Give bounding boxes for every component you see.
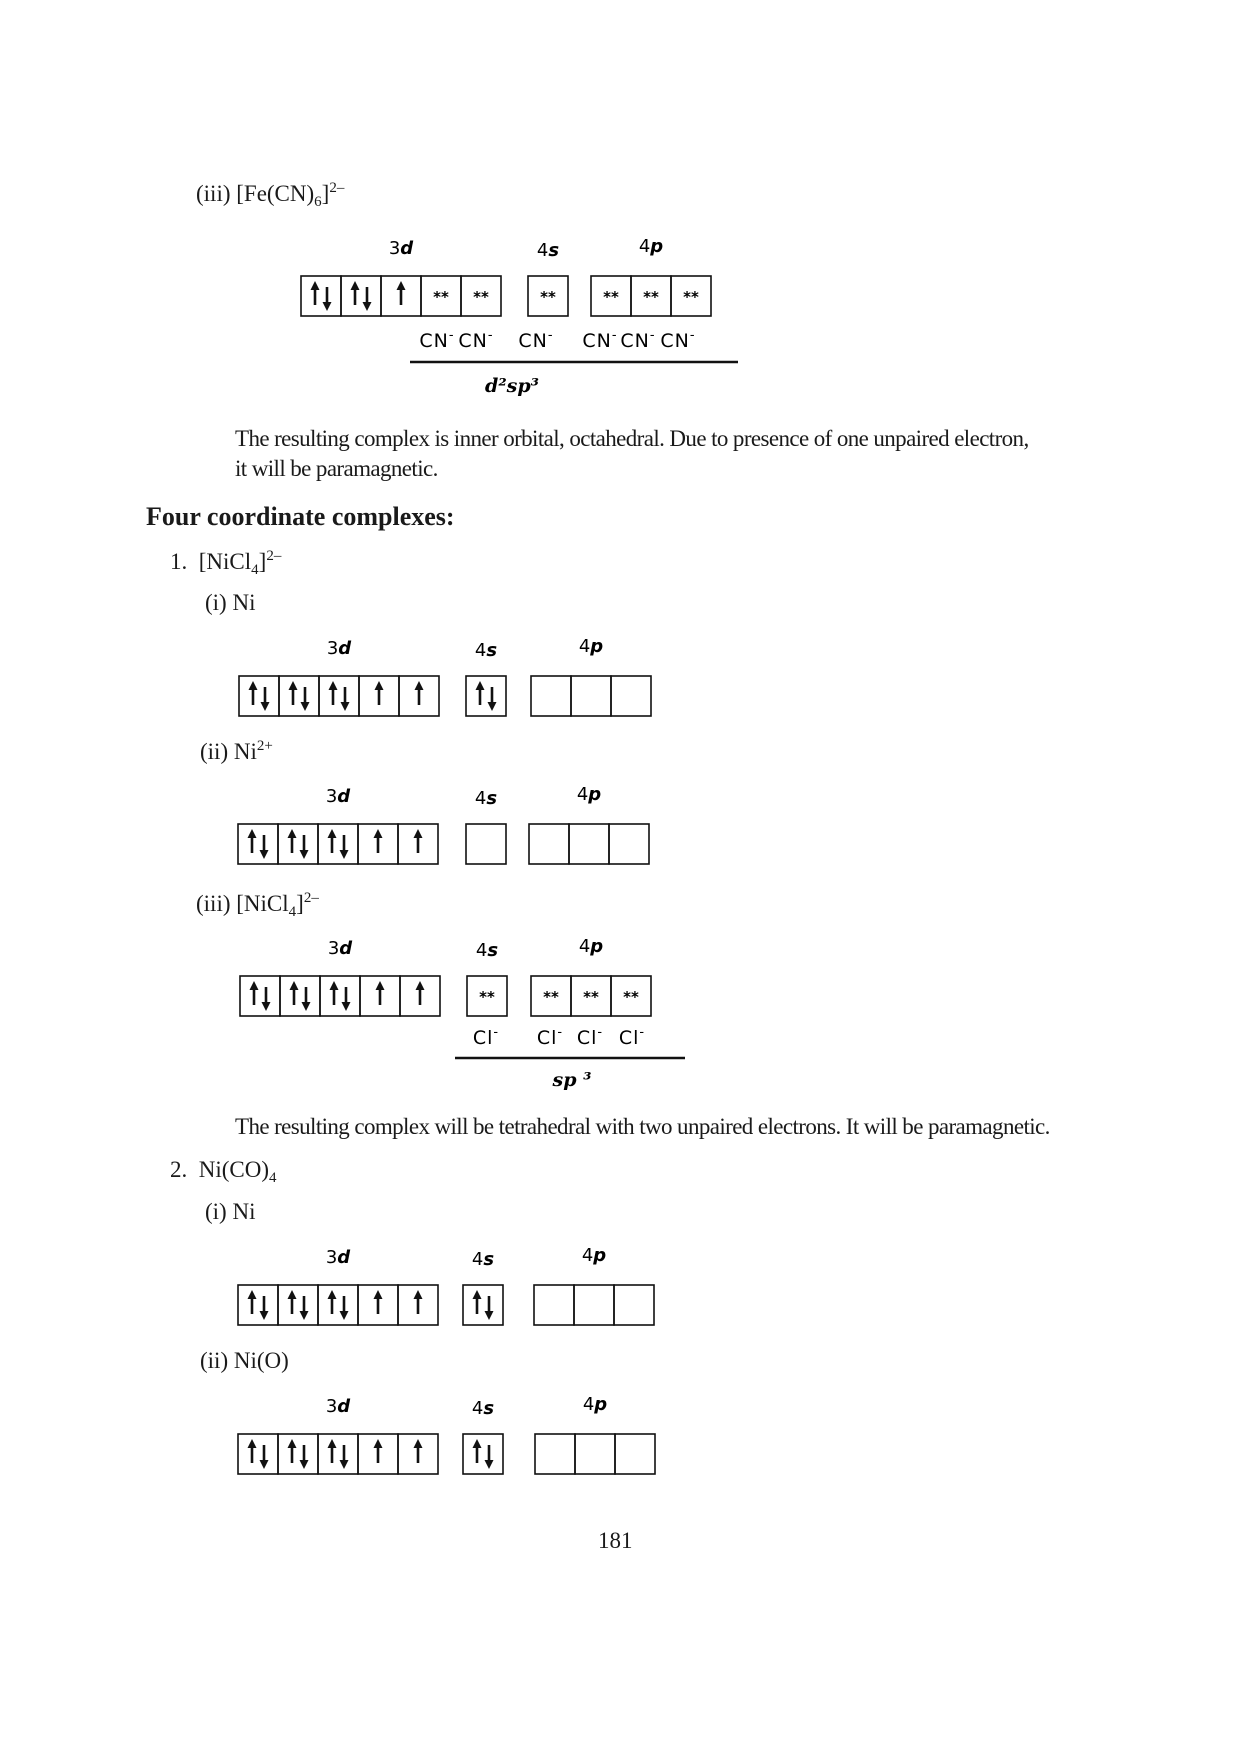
nico4-step2-3d-2-up-arrow-head [328,1439,337,1448]
nicl4-note: The resulting complex will be tetrahedral with two unpaired electrons. It will be paramagnetic. [235,1114,1050,1139]
nicl4-step1-label: (i) Ni [205,590,256,615]
nicl4-step1-4s-0-down-arrow-head [488,702,497,711]
nicl4-step3-diagram [240,936,685,1091]
nicl4-step2-label-3d: 3d [325,786,351,807]
nicl4-step1-3d-2-box [319,676,359,716]
nicl4-step1-4s-0-box [466,676,506,716]
nicl4-step1-3d-1-up-arrow-head [289,681,298,690]
nico4-subscript: 4 [269,1170,277,1186]
nico4-step2-3d-1-down-arrow-head [300,1460,309,1469]
nicl4-step1-4s-0-up-arrow-head [476,681,485,690]
nicl4-step3-3d-3-up-arrow-head [376,981,385,990]
nicl4-step1-3d-2-down-arrow-head [341,702,350,711]
nicl4-step1-label-4s: 4s [474,640,498,661]
nicl4-ligand-1: Cl- [472,1025,500,1049]
nicl4-step2-3d-2-up-arrow-head [328,829,337,838]
nico4-step1-3d-2-down-arrow-head [340,1311,349,1320]
section-heading: Four coordinate complexes: [146,502,455,531]
fe-4p-1-ligand-pair: ** [643,288,659,306]
nicl4-step2-3d-0-box [238,824,278,864]
nico4-step1-4s-0-box [463,1285,503,1325]
nicl4-ligand-4: Cl- [618,1025,646,1049]
nicl4-step3-3d-1-down-arrow-head [302,1002,311,1011]
nico4-step2-3d-1-up-arrow-head [288,1439,297,1448]
nicl4-step2-3d-1-down-arrow-head [300,850,309,859]
nicl4-step1-3d-2-up-arrow-head [329,681,338,690]
nico4-step1-3d-0-up-arrow-head [248,1290,257,1299]
fe-note-line-1: The resulting complex is inner orbital, octahedral. Due to presence of one unpaired electron, [235,426,1029,451]
nicl4-step2-label-text: (ii) Ni [200,739,257,764]
nicl4-step1-diagram [239,636,651,716]
nico4-step1-3d-1-box [278,1285,318,1325]
nico4-step2-3d-0-up-arrow-head [248,1439,257,1448]
nicl4-step2-3d-0-down-arrow-head [260,850,269,859]
fe-3d-4-ligand-pair: ** [473,288,489,306]
nico4-step1-label-4p: 4p [581,1245,607,1266]
fe-4s-0-ligand-pair: ** [540,288,556,306]
nicl4-step3-label-3d: 3d [327,938,353,959]
nicl4-step1-3d-1-down-arrow-head [301,702,310,711]
fe-complex-bracket: ] [321,181,330,206]
fe-label-3d: 3d [388,238,414,259]
nicl4-step3-bracket: ] [296,891,304,916]
fe-ligand-6: CN- [660,328,696,352]
nicl4-step2-4s-0-box [466,824,506,864]
fe-4p-0-ligand-pair: ** [603,288,619,306]
nico4-step2-diagram [238,1394,655,1474]
nicl4-number: 1. [170,549,188,574]
nico4-step2-3d-2-down-arrow-head [340,1460,349,1469]
nicl4-step2-3d-3-up-arrow-head [374,829,383,838]
fe-label-4p: 4p [638,236,664,257]
nicl4-step2-label-4p: 4p [576,784,602,805]
nico4-step2-3d-3-up-arrow-head [374,1439,383,1448]
nico4-step2-4p-1-box [575,1434,615,1474]
nico4-step1-3d-3-up-arrow-head [374,1290,383,1299]
nico4-step2-4p-2-box [615,1434,655,1474]
fe-note-line-2: it will be paramagnetic. [235,456,438,481]
nico4-step1-3d-0-down-arrow-head [260,1311,269,1320]
nicl4-step2-diagram [238,784,649,864]
nico4-label-text: Ni(CO) [198,1157,270,1182]
nico4-step2-3d-1-box [278,1434,318,1474]
nico4-step1-3d-0-box [238,1285,278,1325]
nico4-step1-4p-2-box [614,1285,654,1325]
nico4-step2-label-3d: 3d [325,1396,351,1417]
nicl4-step3-4p-2-ligand-pair: ** [623,988,639,1006]
nicl4-step3-3d-2-box [320,976,360,1016]
nico4-step1-4p-0-box [534,1285,574,1325]
nicl4-step2-4p-2-box [609,824,649,864]
nicl4-step2-charge: 2+ [256,738,273,754]
nicl4-step3-3d-0-up-arrow-head [250,981,259,990]
nicl4-step3-subscript: 4 [288,904,297,920]
nico4-step1-4s-0-down-arrow-head [485,1311,494,1320]
nico4-step1-3d-2-box [318,1285,358,1325]
nico4-number: 2. [170,1157,188,1182]
nicl4-ligand-3: Cl- [576,1025,604,1049]
nico4-step1-3d-1-up-arrow-head [288,1290,297,1299]
nico4-step2-4p-0-box [535,1434,575,1474]
nicl4-step3-3d-1-box [280,976,320,1016]
nico4-step1-3d-2-up-arrow-head [328,1290,337,1299]
nicl4-step2-3d-1-box [278,824,318,864]
fe-ligand-3: CN- [518,328,554,352]
fe-ligand-4: CN- [582,328,618,352]
fe-ligand-5: CN- [620,328,656,352]
nicl4-step3-3d-1-up-arrow-head [290,981,299,990]
fe-complex-label-text: (iii) [Fe(CN) [196,181,315,206]
fe-complex-charge: 2– [329,180,345,196]
nicl4-step3-3d-0-box [240,976,280,1016]
nicl4-step2-3d-0-up-arrow-head [248,829,257,838]
nicl4-step3-label-4s: 4s [475,940,499,961]
nicl4-step1-4p-2-box [611,676,651,716]
nicl4-step3-label-4p: 4p [578,936,604,957]
nico4-step2-label: (ii) Ni(O) [200,1348,289,1373]
nicl4-step1-4p-1-box [571,676,611,716]
nicl4-step2-4p-1-box [569,824,609,864]
nico4-step1-3d-4-up-arrow-head [414,1290,423,1299]
fe-hybridisation: d²sp³ [485,375,539,397]
nico4-step2-4s-0-up-arrow-head [473,1439,482,1448]
nicl4-step1-label-3d: 3d [326,638,352,659]
nicl4-step3-4s-0-ligand-pair: ** [479,988,495,1006]
nico4-step1-3d-1-down-arrow-head [300,1311,309,1320]
nicl4-step1-4p-0-box [531,676,571,716]
nico4-step2-label-4p: 4p [582,1394,608,1415]
nico4-step1-label: (i) Ni [205,1199,256,1224]
fe-ligand-2: CN- [458,328,494,352]
nicl4-step2-label-4s: 4s [474,788,498,809]
nico4-step1-4s-0-up-arrow-head [473,1290,482,1299]
nicl4-step2-3d-1-up-arrow-head [288,829,297,838]
nicl4-step1-3d-0-down-arrow-head [261,702,270,711]
nicl4-step1-3d-0-up-arrow-head [249,681,258,690]
nicl4-step3-4p-1-ligand-pair: ** [583,988,599,1006]
nicl4-step1-label-4p: 4p [578,636,604,657]
fe-label-4s: 4s [536,240,560,261]
fe-complex-subscript: 6 [314,194,322,210]
nico4-step1-label-3d: 3d [325,1247,351,1268]
nico4-step2-4s-0-down-arrow-head [485,1460,494,1469]
nicl4-step2-3d-2-box [318,824,358,864]
nicl4-hybridisation: sp ³ [552,1069,592,1091]
nicl4-step2-3d-2-down-arrow-head [340,850,349,859]
nicl4-step3-label-text: (iii) [NiCl [196,891,289,916]
nico4-step1-label-4s: 4s [471,1249,495,1270]
nico4-step1-4p-1-box [574,1285,614,1325]
nico4-step2-3d-2-box [318,1434,358,1474]
nicl4-bracket: ] [258,549,267,574]
nicl4-ligand-2: Cl- [536,1025,564,1049]
nicl4-subscript: 4 [251,562,259,578]
nicl4-step2-3d-4-up-arrow-head [414,829,423,838]
nicl4-step3-3d-2-up-arrow-head [330,981,339,990]
nico4-step2-label-4s: 4s [471,1398,495,1419]
fe-4p-2-ligand-pair: ** [683,288,699,306]
nicl4-step3-4p-0-ligand-pair: ** [543,988,559,1006]
nicl4-step2-4p-0-box [529,824,569,864]
nicl4-step3-3d-0-down-arrow-head [262,1002,271,1011]
nicl4-step1-3d-4-up-arrow-head [415,681,424,690]
fe-3d-3-ligand-pair: ** [433,288,449,306]
nicl4-charge: 2– [266,548,282,564]
nicl4-step1-3d-3-up-arrow-head [375,681,384,690]
nicl4-step1-3d-1-box [279,676,319,716]
nicl4-step3-3d-4-up-arrow-head [416,981,425,990]
nicl4-step1-3d-0-box [239,676,279,716]
nico4-step2-3d-0-box [238,1434,278,1474]
nicl4-step3-3d-2-down-arrow-head [342,1002,351,1011]
nico4-step2-3d-0-down-arrow-head [260,1460,269,1469]
nico4-step1-diagram [238,1245,654,1325]
fe-ligand-1: CN- [419,328,455,352]
nicl4-step3-charge: 2– [303,890,319,906]
nicl4-label-text: [NiCl [198,549,252,574]
nico4-step2-3d-4-up-arrow-head [414,1439,423,1448]
nico4-step2-4s-0-box [463,1434,503,1474]
page-number: 181 [598,1528,633,1553]
